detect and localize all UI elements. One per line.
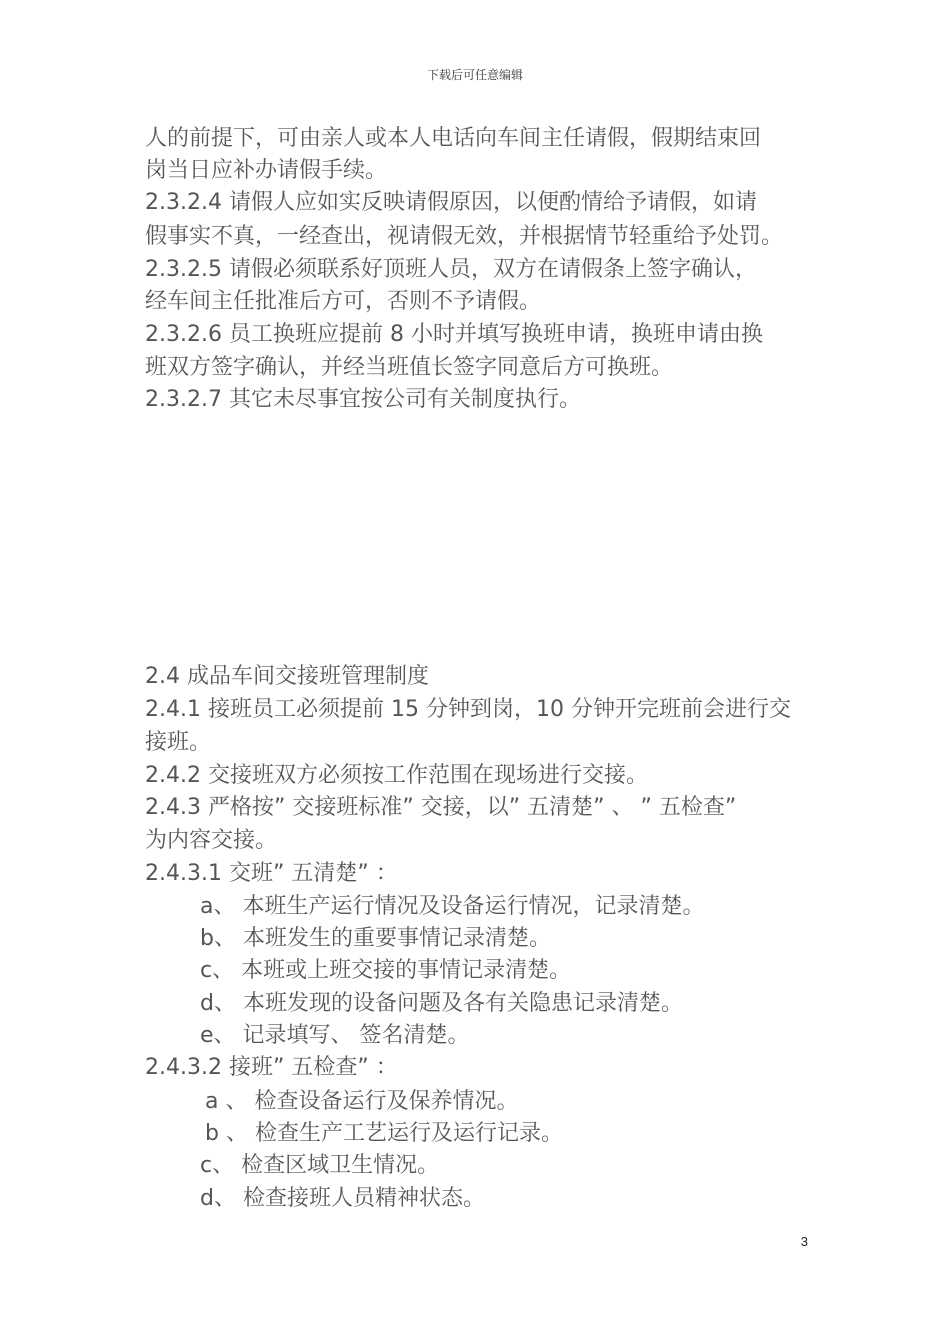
list-item: b 、 检查生产工艺运行及运行记录。 (205, 1121, 563, 1146)
list-item: a、 本班生产运行情况及设备运行情况，记录清楚。 (200, 894, 705, 919)
text-line: 2.3.2.5 请假必须联系好顶班人员，双方在请假条上签字确认， (145, 257, 757, 282)
text-line: 经车间主任批准后方可，否则不予请假。 (145, 289, 542, 314)
text-line: 2.3.2.4 请假人应如实反映请假原因，以便酌情给予请假，如请 (145, 190, 757, 215)
list-item: b、 本班发生的重要事情记录清楚。 (200, 926, 551, 951)
page-header: 下载后可任意编辑 (426, 68, 523, 82)
text-line: 2.3.2.7 其它未尽事宜按公司有关制度执行。 (145, 387, 581, 412)
list-item: d、 本班发现的设备问题及各有关隐患记录清楚。 (200, 991, 683, 1016)
text-line: 2.4.3.1 交班” 五清楚” ： (145, 861, 398, 886)
text-line: 假事实不真，一经查出，视请假无效，并根据情节轻重给予处罚。 (145, 224, 784, 249)
text-line: 2.4.2 交接班双方必须按工作范围在现场进行交接。 (145, 763, 648, 788)
text-line: 人的前提下，可由亲人或本人电话向车间主任请假，假期结束回 (145, 126, 762, 151)
text-line: 2.4.3.2 接班” 五检查” ： (145, 1055, 398, 1080)
text-line: 2.4.3 严格按” 交接班标准” 交接，以” 五清楚” 、 ” 五检查” (145, 795, 737, 820)
list-item: a 、 检查设备运行及保养情况。 (205, 1089, 519, 1114)
section-heading: 2.4 成品车间交接班管理制度 (145, 664, 429, 689)
page-number: 3 (800, 1234, 808, 1249)
text-line: 2.3.2.6 员工换班应提前 8 小时并填写换班申请，换班申请由换 (145, 322, 763, 347)
text-line: 为内容交接。 (145, 828, 278, 853)
list-item: c、 本班或上班交接的事情记录清楚。 (200, 958, 572, 983)
text-line: 岗当日应补办请假手续。 (145, 158, 388, 183)
text-line: 接班。 (145, 730, 212, 755)
list-item: d、 检查接班人员精神状态。 (200, 1186, 485, 1211)
text-line: 2.4.1 接班员工必须提前 15 分钟到岗，10 分钟开完班前会进行交 (145, 697, 791, 722)
list-item: e、 记录填写、 签名清楚。 (200, 1023, 470, 1048)
text-line: 班双方签字确认，并经当班值长签字同意后方可换班。 (145, 355, 674, 380)
list-item: c、 检查区域卫生情况。 (200, 1153, 440, 1178)
